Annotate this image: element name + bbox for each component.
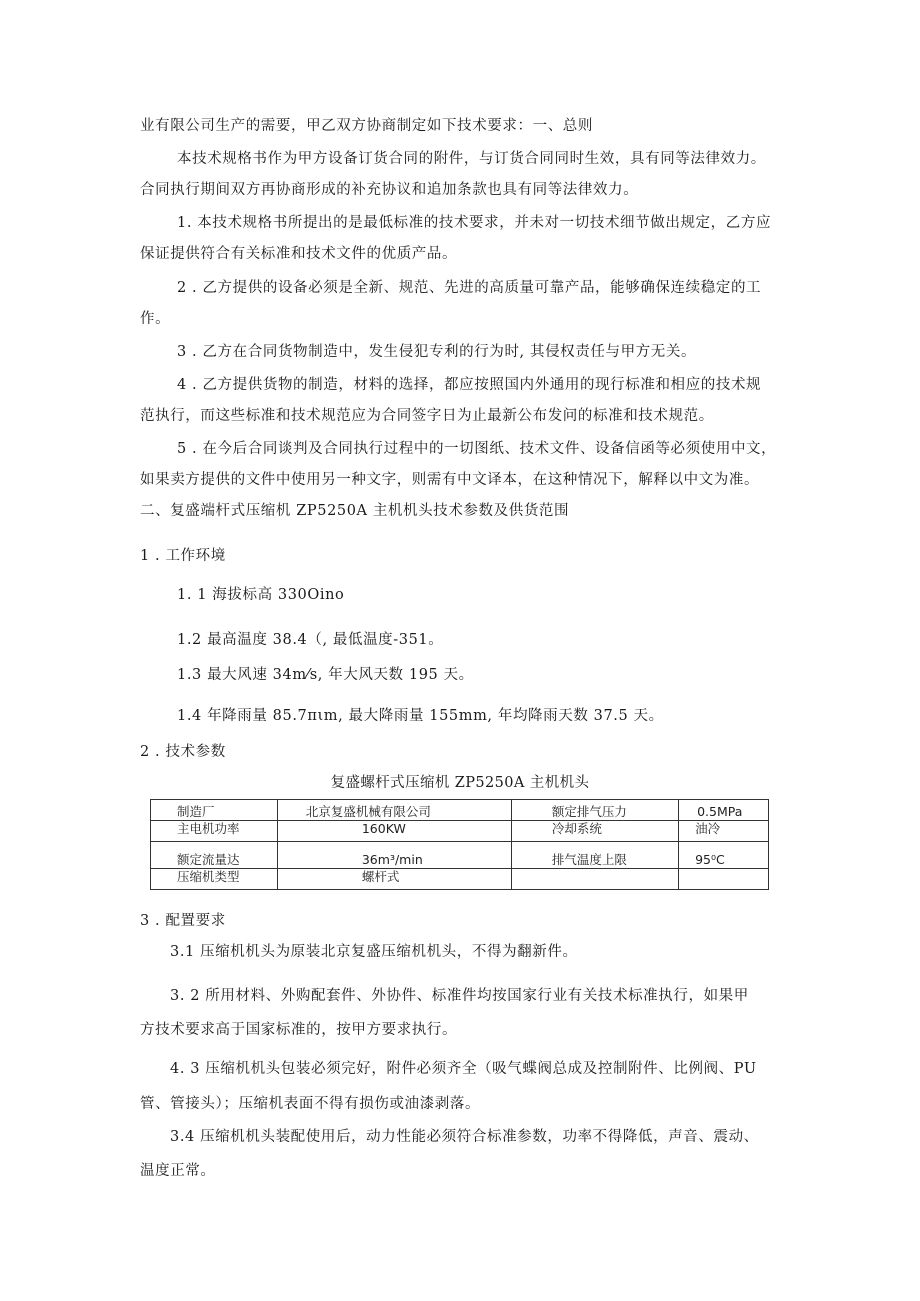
paragraph-general-line1: 本技术规格书作为甲方设备订货合同的附件，与订货合同同时生效，具有同等法律效力。 <box>177 151 766 167</box>
table-cell: 排气温度上限 <box>511 842 678 869</box>
subsection-config: 3 . 配置要求 <box>140 913 226 929</box>
table-cell: 油冷 <box>679 821 769 842</box>
table-cell <box>679 869 769 890</box>
table-cell: 160KW <box>277 821 511 842</box>
table-cell: 冷却系统 <box>511 821 678 842</box>
table-row <box>151 800 769 821</box>
table-cell: 额定排气压力 <box>511 800 678 821</box>
config-3-4-line1: 3.4 压缩机机头装配使用后，动力性能必须符合标准参数，功率不得降低，声音、震动、 <box>170 1129 759 1145</box>
paragraph-general-line2: 合同执行期间双方再协商形成的补充协议和追加条款也具有同等法律效力。 <box>140 182 639 198</box>
table-cell: 主电机功率 <box>151 821 278 842</box>
clause-5-line1: 5 . 在今后合同谈判及合同执行过程中的一切图纸、技术文件、设备信函等必须使用中文， <box>177 441 777 457</box>
config-3-2-line2: 方技术要求高于国家标准的，按甲方要求执行。 <box>140 1022 458 1038</box>
clause-2-line1: 2 . 乙方提供的设备必须是全新、规范、先进的高质量可靠产品，能够确保连续稳定的工 <box>177 280 762 296</box>
table-cell: 压缩机类型 <box>151 869 278 890</box>
paragraph-intro: 业有限公司生产的需要，甲乙双方协商制定如下技术要求：一、总则 <box>140 118 593 134</box>
table-cell: 制造厂 <box>151 800 278 821</box>
config-3-3-line1: 4. 3 压缩机机头包装必须完好，附件必须齐全（吸气蝶阀总成及控制附件、比例阀、PU <box>170 1061 757 1077</box>
clause-5-line2: 如果卖方提供的文件中使用另一种文字，则需有中文译本，在这种情况下，解释以中文为准。 <box>140 472 760 488</box>
table-cell: 36m³/min <box>277 842 511 869</box>
table-row <box>151 821 769 842</box>
table-cell: 95⁰C <box>679 842 769 869</box>
config-3-2-line1: 3. 2 所用材料、外购配套件、外协件、标准件均按国家行业有关技术标准执行，如果甲 <box>170 988 749 1004</box>
config-3-3-line2: 管、管接头）；压缩机表面不得有损伤或油漆剥落。 <box>140 1096 481 1112</box>
clause-4-line2: 范执行，而这些标准和技术规范应为合同签字日为止最新公布发问的标准和技术规范。 <box>140 408 714 424</box>
spec-table <box>150 799 769 890</box>
table-caption: 复盛螺杆式压缩机 ZP5250A 主机机头 <box>330 775 590 791</box>
subsection-work-environment: 1 . 工作环境 <box>140 548 226 564</box>
table-row <box>151 842 769 869</box>
config-3-1: 3.1 压缩机机头为原装北京复盛压缩机机头，不得为翻新件。 <box>170 944 578 960</box>
clause-2-line2: 作。 <box>140 311 171 327</box>
table-row <box>151 869 769 890</box>
env-altitude: 1. 1 海拔标高 330Oino <box>177 587 345 603</box>
clause-4-line1: 4 . 乙方提供货物的制造，材料的选择，都应按照国内外通用的现行标准和相应的技术规 <box>177 377 762 393</box>
table-cell: 北京复盛机械有限公司 <box>277 800 511 821</box>
config-3-4-line2: 温度正常。 <box>140 1163 216 1179</box>
env-rainfall: 1.4 年降雨量 85.7πιm, 最大降雨量 155mm, 年均降雨天数 37.5 天。 <box>177 708 664 724</box>
clause-1-line1: 1. 本技术规格书所提出的是最低标准的技术要求，并未对一切技术细节做出规定，乙方应 <box>177 215 772 231</box>
section-2-heading: 二、复盛端杆式压缩机 ZP5250A 主机机头技术参数及供货范围 <box>140 503 570 519</box>
table-cell: 螺杆式 <box>277 869 511 890</box>
clause-3: 3 . 乙方在合同货物制造中，发生侵犯专利的行为时, 其侵权责任与甲方无关。 <box>177 344 697 360</box>
table-cell: 额定流量达 <box>151 842 278 869</box>
table-cell: 0.5MPa <box>679 800 769 821</box>
env-wind: 1.3 最大风速 34m⁄s, 年大风天数 195 天。 <box>177 667 474 683</box>
env-temperature: 1.2 最高温度 38.4（, 最低温度-351。 <box>177 632 444 648</box>
subsection-tech-params: 2 . 技术参数 <box>140 744 226 760</box>
clause-1-line2: 保证提供符合有关标准和技术文件的优质产品。 <box>140 246 458 262</box>
table-cell <box>511 869 678 890</box>
